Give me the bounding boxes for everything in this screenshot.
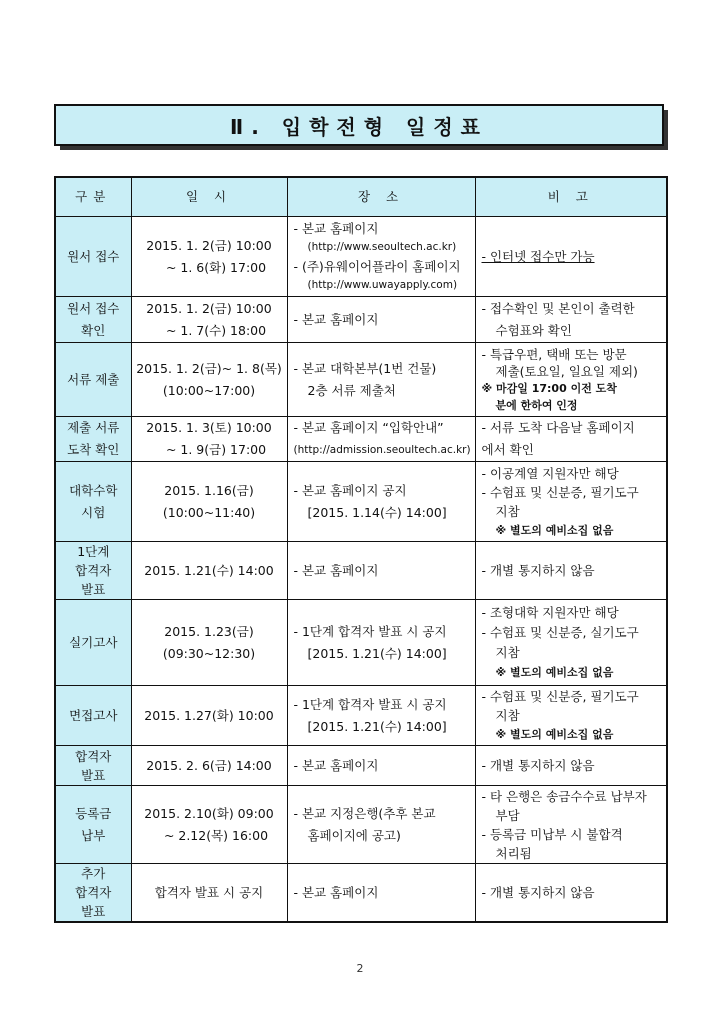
category-line: 발표 [81, 904, 106, 919]
row-category [55, 746, 131, 786]
date-line: 2015. 1.27(화) 10:00 [144, 707, 274, 723]
date-line: 2015. 1.23(금) [164, 623, 254, 639]
row-place [287, 686, 475, 746]
note-line: - 타 은행은 송금수수료 납부자 [481, 788, 647, 804]
note-line: ※ 마감일 17:00 이전 도착 [481, 381, 617, 395]
row-date [131, 417, 287, 462]
category-line: 도착 확인 [67, 442, 120, 457]
row-category [55, 686, 131, 746]
table-row [55, 786, 667, 864]
date-line: 2015. 2. 6(금) 14:00 [146, 757, 272, 773]
date-line: (09:30~12:30) [162, 645, 256, 661]
row-note [475, 217, 667, 297]
note-line: - 서류 도착 다음날 홈페이지 [481, 420, 635, 435]
date-line: 2015. 1. 2(금) 10:00 [146, 300, 272, 316]
row-category [55, 542, 131, 600]
category-line: 발표 [81, 767, 106, 783]
date-line: 2015. 2.10(화) 09:00 [144, 805, 274, 821]
date-line: (10:00~11:40) [162, 504, 256, 520]
place-line: - 본교 홈페이지 “입학안내” [293, 420, 444, 435]
note-line: - 수험표 및 신분증, 필기도구 [481, 689, 639, 704]
note-line: 지참 [495, 708, 520, 723]
place-line: [2015. 1.21(수) 14:00] [307, 645, 447, 661]
note-line: 지참 [495, 644, 520, 660]
row-note [475, 343, 667, 417]
row-date [131, 746, 287, 786]
note-line: - 개별 통지하지 않음 [481, 884, 595, 900]
table-row [55, 217, 667, 297]
place-line: - 1단계 합격자 발표 시 공지 [293, 623, 447, 639]
row-date [131, 297, 287, 343]
note-line: - 접수확인 및 본인이 출력한 [481, 300, 635, 316]
row-category [55, 864, 131, 923]
row-note [475, 297, 667, 343]
place-line: - 본교 홈페이지 [293, 884, 379, 900]
date-line: ~ 2.12(목) 16:00 [163, 827, 269, 843]
place-line: - 본교 홈페이지 [293, 220, 379, 236]
row-note [475, 746, 667, 786]
row-note [475, 462, 667, 542]
row-place [287, 786, 475, 864]
row-category [55, 343, 131, 417]
header-date: 일 시 [131, 177, 287, 217]
table-row [55, 686, 667, 746]
date-line: 2015. 1. 2(금)~ 1. 8(목) [136, 360, 282, 376]
note-line: - 특급우편, 택배 또는 방문 [481, 346, 627, 362]
page-title: Ⅱ. 입학전형 일정표 [54, 104, 664, 146]
row-note [475, 542, 667, 600]
place-line: 2층 서류 제출처 [307, 382, 396, 398]
header-note: 비 고 [475, 177, 667, 217]
date-line: ~ 1. 7(수) 18:00 [165, 322, 267, 338]
row-date [131, 786, 287, 864]
category-line: 서류 제출 [67, 371, 120, 387]
row-category [55, 417, 131, 462]
row-date [131, 542, 287, 600]
header-category: 구분 [55, 177, 131, 217]
category-line: 발표 [81, 582, 106, 597]
category-line: 1단계 [77, 544, 110, 559]
place-line: - 본교 지정은행(추후 본교 [293, 805, 436, 821]
place-line: - (주)유웨이어플라이 홈페이지 [293, 258, 461, 274]
table-row [55, 746, 667, 786]
table-row [55, 417, 667, 462]
date-line: 2015. 1.16(금) [164, 482, 254, 498]
row-note [475, 417, 667, 462]
category-line: 등록금 [75, 805, 112, 821]
place-line: - 본교 홈페이지 [293, 311, 379, 327]
note-line: - 개별 통지하지 않음 [481, 757, 595, 773]
schedule-table [54, 176, 668, 923]
category-line: 납부 [81, 827, 106, 843]
category-line: 합격자 [75, 563, 112, 578]
table-row [55, 297, 667, 343]
header-place: 장 소 [287, 177, 475, 217]
row-place [287, 462, 475, 542]
row-category [55, 297, 131, 343]
category-line: 확인 [81, 322, 106, 338]
row-note [475, 864, 667, 923]
category-line: 실기고사 [69, 634, 118, 650]
note-line: - 등록금 미납부 시 불합격 [481, 826, 623, 842]
category-line: 시험 [81, 504, 106, 520]
note-line: - 개별 통지하지 않음 [481, 562, 595, 578]
note-line: - 조형대학 지원자만 해당 [481, 604, 619, 620]
place-line: [2015. 1.14(수) 14:00] [307, 504, 447, 520]
table-row [55, 542, 667, 600]
row-date [131, 600, 287, 686]
row-category [55, 786, 131, 864]
category-line: 원서 접수 [67, 248, 120, 264]
header-row [55, 177, 667, 217]
note-line: 에서 확인 [481, 442, 534, 457]
category-line: 대학수학 [69, 482, 118, 498]
row-category [55, 217, 131, 297]
place-line: (http://www.seoultech.ac.kr) [307, 240, 457, 253]
date-line: 2015. 1. 2(금) 10:00 [146, 237, 272, 253]
row-place [287, 217, 475, 297]
place-line: [2015. 1.21(수) 14:00] [307, 718, 447, 734]
place-line: - 1단계 합격자 발표 시 공지 [293, 696, 447, 712]
row-date [131, 343, 287, 417]
date-line: 2015. 1.21(수) 14:00 [144, 562, 274, 578]
place-line: - 본교 홈페이지 [293, 757, 379, 773]
date-line: 2015. 1. 3(토) 10:00 [146, 420, 272, 435]
note-line: - 수험표 및 신분증, 필기도구 [481, 484, 639, 500]
row-place [287, 297, 475, 343]
note-line: 제출(토요일, 일요일 제외) [495, 363, 638, 379]
date-line: 합격자 발표 시 공지 [154, 884, 264, 900]
page-number: 2 [356, 962, 364, 975]
category-line: 원서 접수 [67, 300, 120, 316]
note-line: 처리됨 [495, 845, 532, 861]
note-line: ※ 별도의 예비소집 없음 [495, 523, 614, 537]
row-place [287, 343, 475, 417]
place-line: 홈페이지에 공고) [307, 827, 401, 843]
place-line: - 본교 홈페이지 [293, 562, 379, 578]
category-line: 면접고사 [69, 707, 118, 723]
note-line: 분에 한하여 인정 [495, 398, 578, 412]
note-line: 수험표와 확인 [495, 322, 572, 338]
note-line: ※ 별도의 예비소집 없음 [495, 728, 614, 741]
category-line: 합격자 [75, 748, 112, 764]
note-line: - 인터넷 접수만 가능 [481, 248, 595, 264]
place-line: - 본교 대학본부(1번 건물) [293, 360, 437, 376]
row-note [475, 600, 667, 686]
note-line: 부담 [495, 807, 520, 823]
date-line: ~ 1. 9(금) 17:00 [165, 442, 267, 457]
row-place [287, 417, 475, 462]
place-line: - 본교 홈페이지 공지 [293, 482, 407, 498]
title-box [54, 104, 664, 146]
row-note [475, 686, 667, 746]
date-line: ~ 1. 6(화) 17:00 [165, 259, 267, 275]
category-line: 추가 [81, 866, 106, 881]
row-date [131, 686, 287, 746]
row-category [55, 600, 131, 686]
table-row [55, 600, 667, 686]
row-place [287, 600, 475, 686]
category-line: 제출 서류 [67, 420, 120, 435]
row-category [55, 462, 131, 542]
table-row [55, 343, 667, 417]
row-place [287, 542, 475, 600]
row-date [131, 217, 287, 297]
place-line: (http://admission.seoultech.ac.kr) [293, 444, 471, 456]
row-place [287, 864, 475, 923]
place-line: (http://www.uwayapply.com) [307, 278, 458, 291]
row-note [475, 786, 667, 864]
note-line: - 이공계열 지원자만 해당 [481, 465, 619, 481]
note-line: ※ 별도의 예비소집 없음 [495, 665, 614, 679]
table-row [55, 864, 667, 923]
note-line: - 수험표 및 신분증, 실기도구 [481, 624, 639, 640]
row-date [131, 864, 287, 923]
row-date [131, 462, 287, 542]
table-row [55, 462, 667, 542]
category-line: 합격자 [75, 885, 112, 900]
row-place [287, 746, 475, 786]
note-line: 지참 [495, 503, 520, 519]
date-line: (10:00~17:00) [162, 382, 256, 398]
